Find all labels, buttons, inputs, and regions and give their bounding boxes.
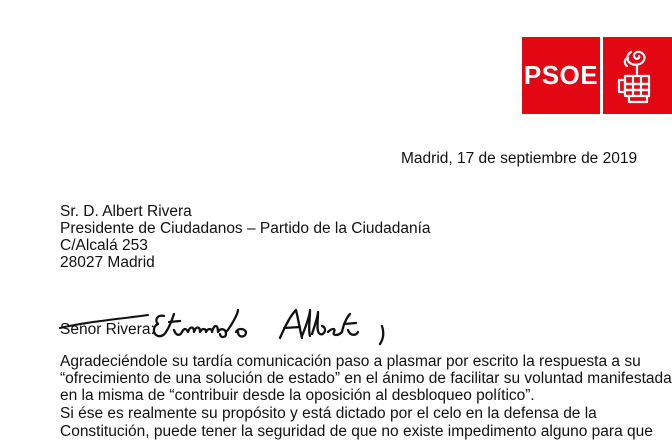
letter-date: Madrid, 17 de septiembre de 2019: [401, 150, 638, 167]
body-line-2: “ofrecimiento de una solución de estado” en el ánimo de facilitar su voluntad manifestada: [60, 370, 672, 387]
psoe-logo: [522, 37, 672, 114]
recipient-city: 28027 Madrid: [60, 254, 155, 271]
recipient-title: Presidente de Ciudadanos – Partido de la Ciudadanía: [60, 220, 431, 237]
recipient-street: C/Alcalá 253: [60, 237, 148, 254]
body-line-3: en la misma de “contribuir desde la oposición al desbloqueo político”.: [60, 387, 535, 404]
logo-wordmark: PSOE: [522, 37, 600, 114]
salutation-struck: Señor Rivera:: [60, 321, 155, 338]
body-line-4: Si ése es realmente su propósito y está dictado por el celo en la defensa de la: [60, 405, 597, 422]
rose-in-fist-icon: [603, 37, 672, 114]
body-line-5: Constitución, puede tener la seguridad de que no existe impedimento alguno para que: [60, 423, 653, 440]
salutation-strikethrough: [56, 308, 156, 338]
handwritten-salutation: [150, 302, 410, 348]
recipient-name: Sr. D. Albert Rivera: [60, 203, 192, 220]
body-line-1: Agradeciéndole su tardía comunicación paso a plasmar por escrito la respuesta a su: [60, 353, 641, 370]
